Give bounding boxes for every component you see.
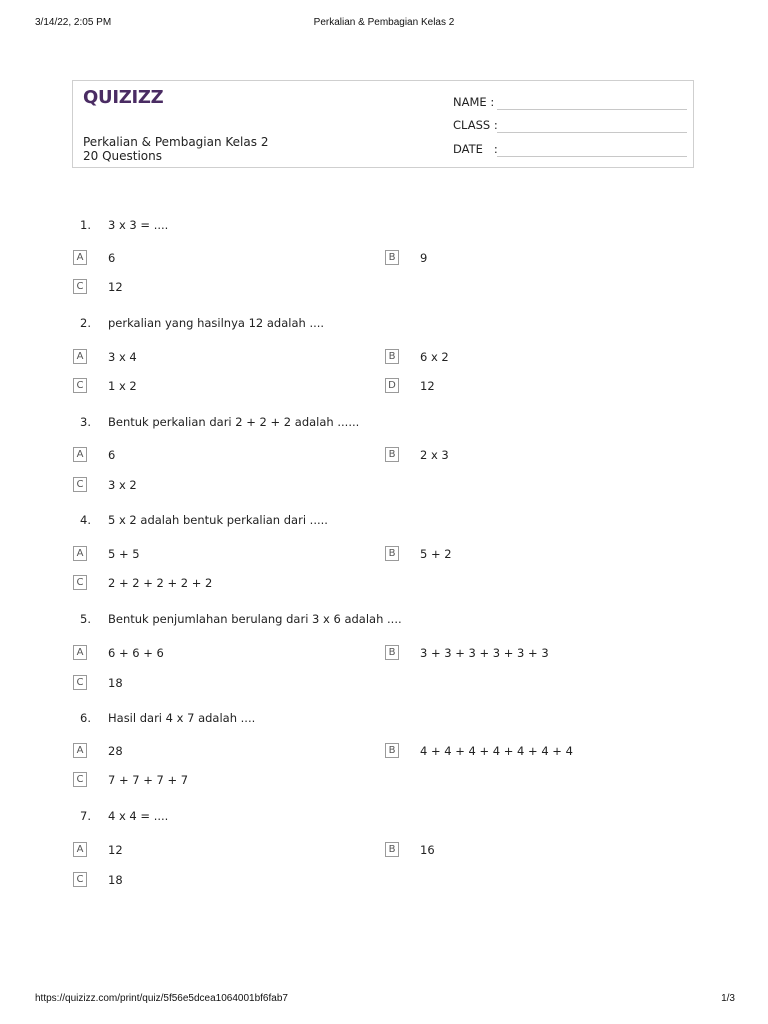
- option-letter: A: [73, 546, 87, 561]
- print-datetime: 3/14/22, 2:05 PM: [35, 17, 112, 28]
- option-letter: C: [73, 575, 87, 590]
- option-letter: A: [73, 349, 87, 364]
- option-letter: C: [73, 378, 87, 393]
- question-number: 7.: [80, 809, 91, 823]
- name-line: [497, 109, 687, 110]
- question-text: 4 x 4 = ....: [108, 809, 169, 823]
- option-letter: B: [385, 842, 399, 857]
- option-text: 6 x 2: [420, 350, 449, 364]
- option-letter: C: [73, 279, 87, 294]
- question-number: 1.: [80, 218, 91, 232]
- option-text: 16: [420, 843, 435, 857]
- date-label: DATE :: [453, 142, 498, 156]
- option-letter: B: [385, 645, 399, 660]
- option-letter: C: [73, 477, 87, 492]
- date-line: [497, 156, 687, 157]
- class-line: [497, 132, 687, 133]
- option-letter: B: [385, 447, 399, 462]
- option-text: 2 + 2 + 2 + 2 + 2: [108, 576, 213, 590]
- option-text: 3 x 4: [108, 350, 137, 364]
- option-letter: B: [385, 743, 399, 758]
- quizizz-logo: QUIZIZZ: [83, 87, 164, 108]
- option-text: 6: [108, 448, 116, 462]
- question-number: 6.: [80, 711, 91, 725]
- question-text: Bentuk perkalian dari 2 + 2 + 2 adalah ......: [108, 415, 360, 429]
- option-text: 9: [420, 251, 428, 265]
- question-number: 5.: [80, 612, 91, 626]
- quiz-header-box: [72, 80, 694, 168]
- option-letter: C: [73, 675, 87, 690]
- option-text: 12: [420, 379, 435, 393]
- quiz-title: Perkalian & Pembagian Kelas 2: [83, 135, 269, 149]
- option-text: 4 + 4 + 4 + 4 + 4 + 4 + 4: [420, 744, 573, 758]
- option-letter: D: [385, 378, 399, 393]
- option-text: 1 x 2: [108, 379, 137, 393]
- option-letter: A: [73, 447, 87, 462]
- option-text: 6: [108, 251, 116, 265]
- question-text: Bentuk penjumlahan berulang dari 3 x 6 adalah ....: [108, 612, 402, 626]
- option-text: 18: [108, 676, 123, 690]
- question-text: 5 x 2 adalah bentuk perkalian dari .....: [108, 513, 328, 527]
- option-text: 7 + 7 + 7 + 7: [108, 773, 189, 787]
- question-number: 2.: [80, 316, 91, 330]
- option-letter: B: [385, 250, 399, 265]
- option-letter: A: [73, 842, 87, 857]
- option-text: 3 x 2: [108, 478, 137, 492]
- question-text: Hasil dari 4 x 7 adalah ....: [108, 711, 256, 725]
- option-text: 2 x 3: [420, 448, 449, 462]
- option-text: 5 + 5: [108, 547, 140, 561]
- option-letter: C: [73, 872, 87, 887]
- question-text: 3 x 3 = ....: [108, 218, 169, 232]
- option-text: 6 + 6 + 6: [108, 646, 164, 660]
- option-letter: A: [73, 743, 87, 758]
- option-text: 12: [108, 280, 123, 294]
- option-text: 28: [108, 744, 123, 758]
- print-doc-title: Perkalian & Pembagian Kelas 2: [313, 17, 455, 28]
- name-label: NAME :: [453, 95, 495, 109]
- question-count: 20 Questions: [83, 149, 163, 163]
- option-letter: A: [73, 645, 87, 660]
- option-letter: B: [385, 349, 399, 364]
- option-letter: B: [385, 546, 399, 561]
- question-number: 3.: [80, 415, 91, 429]
- option-text: 12: [108, 843, 123, 857]
- class-label: CLASS :: [453, 118, 498, 132]
- option-text: 3 + 3 + 3 + 3 + 3 + 3: [420, 646, 549, 660]
- option-text: 18: [108, 873, 123, 887]
- question-number: 4.: [80, 513, 91, 527]
- option-text: 5 + 2: [420, 547, 452, 561]
- page-number: 1/3: [721, 993, 735, 1004]
- option-letter: C: [73, 772, 87, 787]
- question-text: perkalian yang hasilnya 12 adalah ....: [108, 316, 325, 330]
- print-url[interactable]: https://quizizz.com/print/quiz/5f56e5dcea1064001bf6fab7: [35, 993, 288, 1004]
- option-letter: A: [73, 250, 87, 265]
